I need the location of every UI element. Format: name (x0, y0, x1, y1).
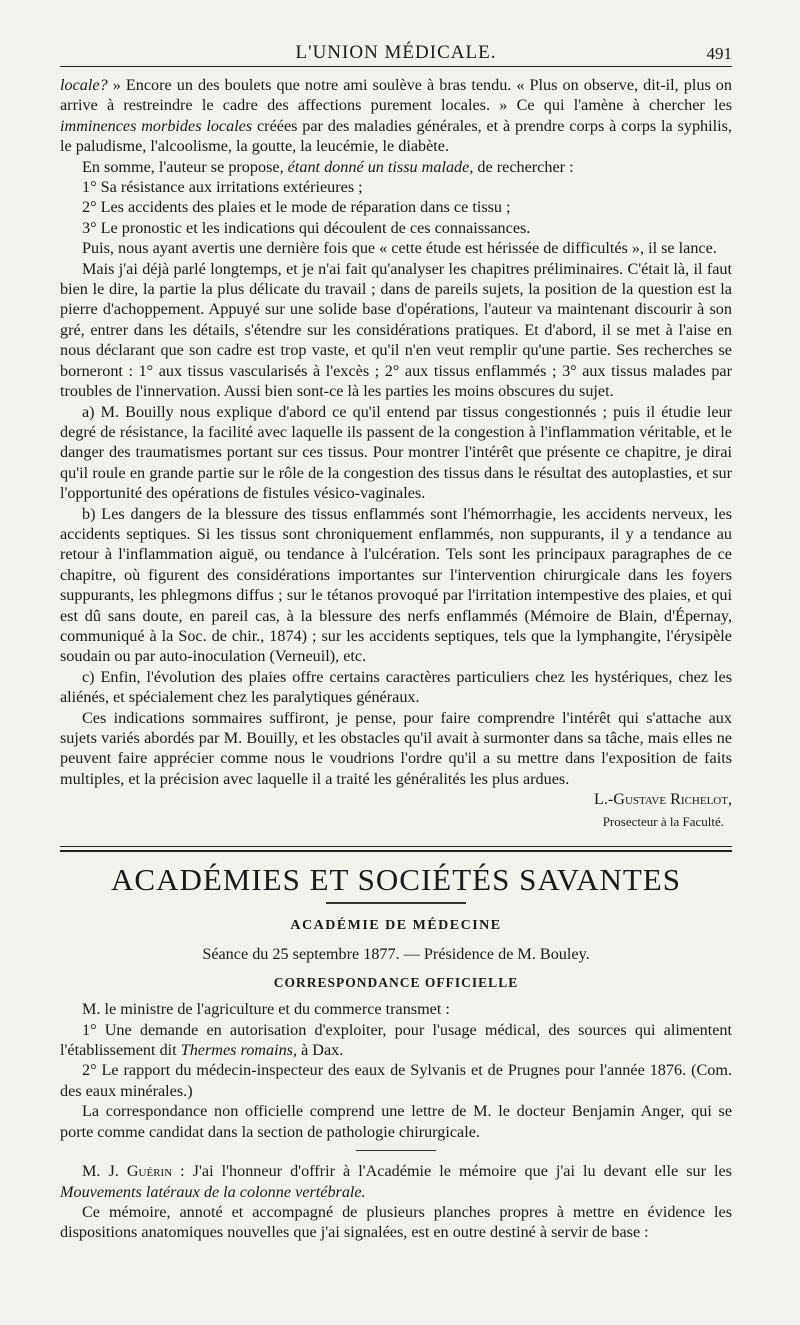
paragraph: c) Enfin, l'évolution des plaies offre certains caractères particuliers chez les hystériques, chez les aliénés, et spécialement chez les paralytiques généraux. (60, 667, 732, 707)
list-item: 1° Sa résistance aux irritations extérieures ; (82, 178, 363, 197)
paragraph: Ces indications sommaires suffiront, je pense, pour faire comprendre l'intérêt qui s'attache aux sujets variés abordés par M. Bouilly, et les obstacles qu'il avait à surmonter dans sa tâche, mais elles ne peuvent faire apprécier comme nous le voudrions l'ordre qu'il a su mettre dans l'exposition de faits multiples, et la précision avec laquelle il a traité les généralités les plus ardues. (60, 708, 732, 788)
italic-term: Thermes romains, (180, 1041, 298, 1060)
paragraph: locale? » Encore un des boulets que notre ami soulève à bras tendu. « Plus on observe, dit-il, plus on arrive à restreindre le cadre des affections purement locales. » Ce qui l'amène à chercher les imminences morbides locales créées par des maladies générales, et à prendre corps à corps la syphilis, le paludisme, l'alcoolisme, la goutte, la leucémie, le diabète. (60, 76, 732, 156)
paragraph: 2° Le rapport du médecin-inspecteur des eaux de Sylvanis et de Prugnes pour l'année 1876. (Com. des eaux minérales.) (60, 1061, 732, 1100)
journal-title: L'UNION MÉDICALE. (295, 42, 497, 63)
session-line: Séance du 25 septembre 1877. — Présidence de M. Bouley. (202, 945, 590, 964)
paragraph: M. J. Guérin : J'ai l'honneur d'offrir à l'Académie le mémoire que j'ai lu devant elle sur les Mouvements latéraux de la colonne vertébrale. (60, 1162, 732, 1201)
italic-term: étant donné un tissu malade, (287, 157, 474, 176)
paragraph: 1° Une demande en autorisation d'exploiter, pour l'usage médical, des sources qui alimentent l'établissement dit Thermes romains, à Dax. (60, 1020, 732, 1060)
paragraph: Ce mémoire, annoté et accompagné de plusieurs planches propres à mettre en évidence les dispositions anatomiques nouvelles que j'ai signalées, est en outre destiné à servir de base : (60, 1202, 732, 1242)
paragraph: Puis, nous ayant avertis une dernière fois que « cette étude est hérissée de difficultés », il se lance. (82, 239, 717, 258)
paragraph: La correspondance non officielle comprend une lettre de M. le docteur Benjamin Anger, qui se porte comme candidat dans la section de pathologie chirurgicale. (60, 1102, 732, 1141)
academy-name: ACADÉMIE DE MÉDECINE (290, 918, 502, 934)
short-divider (356, 1150, 436, 1151)
running-head (60, 30, 732, 67)
paragraph: Mais j'ai déjà parlé longtemps, et je n'ai fait qu'analyser les chapitres préliminaires. C'était là, il faut bien le dire, la partie la plus délicate du travail ; dans de pareils sujets, la position de la question est la pierre d'achoppement. Appuyé sur une solide base d'opérations, l'auteur va maintenant discourir à son gré, entrer dans les détails, s'étendre sur les considérations pratiques. Et d'abord, il se met à l'aise en nous déclarant que son cadre est trop vaste, et qu'il n'en veut remplir qu'une partie. Ses recherches se borneront : 1° aux tissus vascularisés à l'excès ; 2° aux tissus enflammés ; 3° aux tissus malades par troubles de l'innervation. Aussi bien sont-ce là les parties les moins obscures du sujet. (60, 259, 732, 401)
author-title: Prosecteur à la Faculté. (602, 813, 724, 829)
list-item: 3° Le pronostic et les indications qui découlent de ces connaissances. (82, 218, 531, 237)
academies-section (60, 916, 732, 1243)
italic-term: locale? (60, 76, 108, 94)
speaker-name: M. J. Guérin : (82, 1162, 185, 1181)
heading-flourish (326, 902, 466, 904)
page-number: 491 (706, 44, 732, 63)
signature (60, 789, 732, 809)
list-item: 2° Les accidents des plaies et le mode de réparation dans ce tissu ; (82, 198, 511, 217)
section-heading: ACADÉMIES ET SOCIÉTÉS SAVANTES (111, 862, 681, 898)
italic-term: Mouvements latéraux de la colonne vertébrale. (60, 1182, 366, 1201)
italic-term: imminences morbides locales (60, 116, 253, 135)
section-divider (60, 846, 732, 852)
paragraph: En somme, l'auteur se propose, étant donné un tissu malade, de rechercher : (82, 157, 574, 176)
review-continuation (60, 75, 732, 832)
paragraph: b) Les dangers de la blessure des tissus enflammés sont l'hémorrhagie, les accidents nerveux, les accidents septiques. Si les tissus sont chroniquement enflammés, non suppurants, il y a tendance au retour à l'inflammation aiguë, ou tendance à l'ulcération. Tels sont les principaux paragraphes de ce chapitre, où figurent des considérations importantes sur l'intervention chirurgicale dans les foyers suppurants, les phlegmons diffus ; sur le tétanos provoqué par l'irritation intempestive des plaies, et qui est dû sans doute, en pareil cas, à la blessure des nerfs enflammés (Mémoire de Blain, d'Épernay, communiqué à la Soc. de chir., 1874) ; sur les accidents septiques, tels que la lymphangite, l'érysipèle soudain ou par auto-inoculation (Verneuil), etc. (60, 504, 732, 666)
author-name: L.-Gustave Richelot, (593, 790, 732, 809)
paragraph: M. le ministre de l'agriculture et du commerce transmet : (82, 1000, 450, 1019)
correspondence-heading: CORRESPONDANCE OFFICIELLE (273, 974, 519, 990)
paragraph: a) M. Bouilly nous explique d'abord ce qu'il entend par tissus congestionnés ; puis il étudie leur degré de résistance, la facilité avec laquelle ils passent de la congestion à l'inflammation véritable, et le danger des traumatismes portant sur ces tissus. Pour montrer l'intérêt que présente ce chapitre, je dirai qu'il roule en grande partie sur le rôle de la congestion des tissus dans le résultat des autoplasties, et sur l'opportunité des opérations de fistules vésico-vaginales. (60, 402, 732, 503)
